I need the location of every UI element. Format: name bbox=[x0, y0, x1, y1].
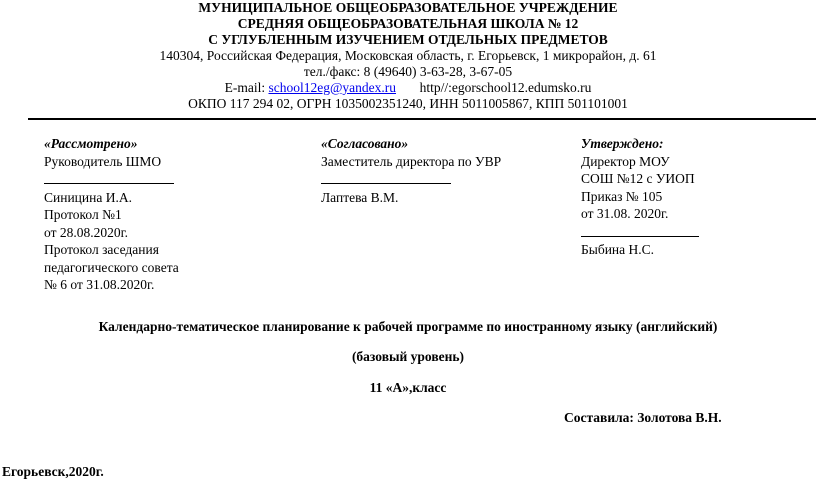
approval-right bbox=[581, 135, 699, 259]
document-title: Календарно-тематическое планирование к рабочей программе по иностранному языку (английский) bbox=[98, 319, 718, 334]
left-meeting-2: педагогического совета bbox=[44, 259, 179, 275]
right-school: СОШ №12 с УИОП bbox=[581, 171, 695, 186]
document-grade: 11 «А»,класс bbox=[369, 380, 447, 395]
header-contacts bbox=[0, 80, 816, 96]
document-author: Составила: Золотова В.Н. bbox=[564, 410, 722, 425]
right-order: Приказ № 105 bbox=[581, 188, 663, 204]
header-phone: тел./факс: 8 (49640) 3-63-28, 3-67-05 bbox=[303, 64, 513, 79]
right-signature-line bbox=[581, 223, 699, 237]
header-divider bbox=[28, 118, 816, 120]
left-role: Руководитель ШМО bbox=[44, 153, 162, 169]
right-title: Утверждено: bbox=[581, 136, 664, 151]
right-date: от 31.08. 2020г. bbox=[581, 206, 669, 221]
email-link[interactable]: school12eg@yandex.ru bbox=[268, 80, 397, 95]
header-school-line: СРЕДНЯЯ ОБЩЕОБРАЗОВАТЕЛЬНАЯ ШКОЛА № 12 bbox=[237, 16, 579, 31]
website-text: http//:egorschool12.edumsko.ru bbox=[419, 80, 592, 95]
left-name: Синицина И.А. bbox=[44, 189, 132, 205]
middle-role: Заместитель директора по УВР bbox=[321, 153, 502, 169]
left-date: от 28.08.2020г. bbox=[44, 224, 128, 240]
left-title: «Рассмотрено» bbox=[44, 136, 138, 151]
header-org-line: МУНИЦИПАЛЬНОЕ ОБЩЕОБРАЗОВАТЕЛЬНОЕ УЧРЕЖДЕНИЕ bbox=[198, 0, 618, 15]
document-city-year: Егорьевск,2020г. bbox=[2, 464, 104, 479]
left-signature-line bbox=[44, 170, 174, 184]
document-level: (базовый уровень) bbox=[351, 349, 465, 364]
left-protocol: Протокол №1 bbox=[44, 207, 122, 222]
header-codes: ОКПО 117 294 02, ОГРН 1035002351240, ИНН 5011005867, КПП 501101001 bbox=[188, 96, 628, 111]
approval-middle bbox=[321, 135, 501, 206]
right-role: Директор МОУ bbox=[581, 153, 670, 169]
middle-name: Лаптева В.М. bbox=[321, 189, 399, 205]
right-name: Быбина Н.С. bbox=[581, 242, 655, 257]
school-header bbox=[0, 0, 816, 112]
middle-title: «Согласовано» bbox=[321, 136, 409, 151]
header-profile-line: С УГЛУБЛЕННЫМ ИЗУЧЕНИЕМ ОТДЕЛЬНЫХ ПРЕДМЕТОВ bbox=[208, 32, 608, 47]
header-address: 140304, Российская Федерация, Московская область, г. Егорьевск, 1 микрорайон, д. 61 bbox=[159, 48, 657, 63]
email-label: E-mail: bbox=[224, 80, 269, 95]
left-meeting-1: Протокол заседания bbox=[44, 242, 159, 257]
middle-signature-line bbox=[321, 170, 451, 184]
left-meeting-3: № 6 от 31.08.2020г. bbox=[44, 277, 155, 292]
approval-left bbox=[44, 135, 179, 294]
